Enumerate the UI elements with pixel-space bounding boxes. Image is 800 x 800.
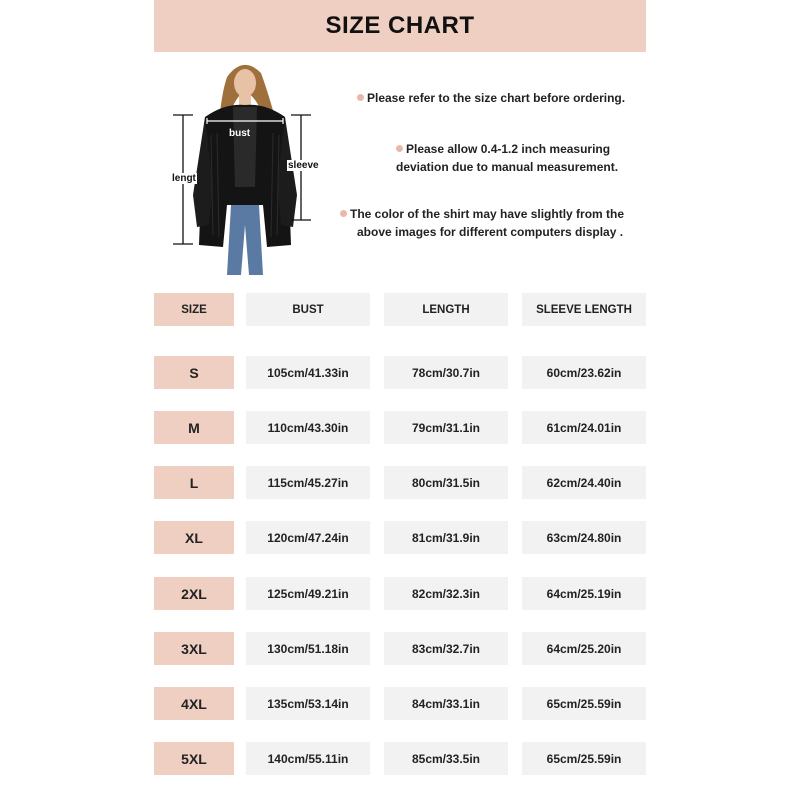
bust-label: bust	[229, 128, 251, 139]
row-size-label: M	[154, 411, 234, 444]
page-title: SIZE CHART	[325, 12, 475, 39]
row-sleeve-value: 62cm/24.40in	[522, 466, 646, 499]
row-length-value: 82cm/32.3in	[384, 577, 508, 610]
neck-shape	[239, 95, 251, 105]
row-bust-value: 140cm/55.11in	[246, 742, 370, 775]
face-shape	[234, 69, 256, 97]
row-sleeve-value: 60cm/23.62in	[522, 356, 646, 389]
row-length-value: 85cm/33.5in	[384, 742, 508, 775]
header-length: LENGTH	[384, 293, 508, 326]
row-size-label: L	[154, 466, 234, 499]
header-bust: BUST	[246, 293, 370, 326]
row-bust-value: 135cm/53.14in	[246, 687, 370, 720]
jeans-shape	[227, 205, 263, 275]
row-length-value: 81cm/31.9in	[384, 521, 508, 554]
row-sleeve-value: 61cm/24.01in	[522, 411, 646, 444]
note-color-line1: The color of the shirt may have slightly from the	[340, 205, 624, 223]
row-length-value: 78cm/30.7in	[384, 356, 508, 389]
bullet-dot-icon	[396, 145, 403, 152]
row-size-label: S	[154, 356, 234, 389]
sleeve-label: sleeve	[288, 160, 319, 171]
row-size-label: 5XL	[154, 742, 234, 775]
length-label: lengt	[172, 173, 196, 184]
bullet-dot-icon	[340, 210, 347, 217]
header-sleeve-length: SLEEVE LENGTH	[522, 293, 646, 326]
note-refer: Please refer to the size chart before ordering.	[357, 89, 625, 107]
row-bust-value: 115cm/45.27in	[246, 466, 370, 499]
row-size-label: 2XL	[154, 577, 234, 610]
row-length-value: 80cm/31.5in	[384, 466, 508, 499]
bullet-dot-icon	[357, 94, 364, 101]
note-color-line2: above images for different computers display .	[357, 225, 624, 239]
row-sleeve-value: 64cm/25.19in	[522, 577, 646, 610]
row-length-value: 84cm/33.1in	[384, 687, 508, 720]
inner-top-shape	[233, 107, 257, 187]
row-size-label: 3XL	[154, 632, 234, 665]
note-deviation-line1: Please allow 0.4-1.2 inch measuring	[396, 140, 610, 158]
row-sleeve-value: 64cm/25.20in	[522, 632, 646, 665]
row-bust-value: 130cm/51.18in	[246, 632, 370, 665]
row-sleeve-value: 63cm/24.80in	[522, 521, 646, 554]
row-length-value: 79cm/31.1in	[384, 411, 508, 444]
row-length-value: 83cm/32.7in	[384, 632, 508, 665]
row-bust-value: 120cm/47.24in	[246, 521, 370, 554]
title-banner	[154, 0, 646, 52]
row-bust-value: 110cm/43.30in	[246, 411, 370, 444]
row-size-label: 4XL	[154, 687, 234, 720]
row-sleeve-value: 65cm/25.59in	[522, 742, 646, 775]
note-deviation-line2: deviation due to manual measurement.	[396, 160, 619, 174]
row-bust-value: 125cm/49.21in	[246, 577, 370, 610]
row-sleeve-value: 65cm/25.59in	[522, 687, 646, 720]
row-size-label: XL	[154, 521, 234, 554]
row-bust-value: 105cm/41.33in	[246, 356, 370, 389]
header-size: SIZE	[154, 293, 234, 326]
